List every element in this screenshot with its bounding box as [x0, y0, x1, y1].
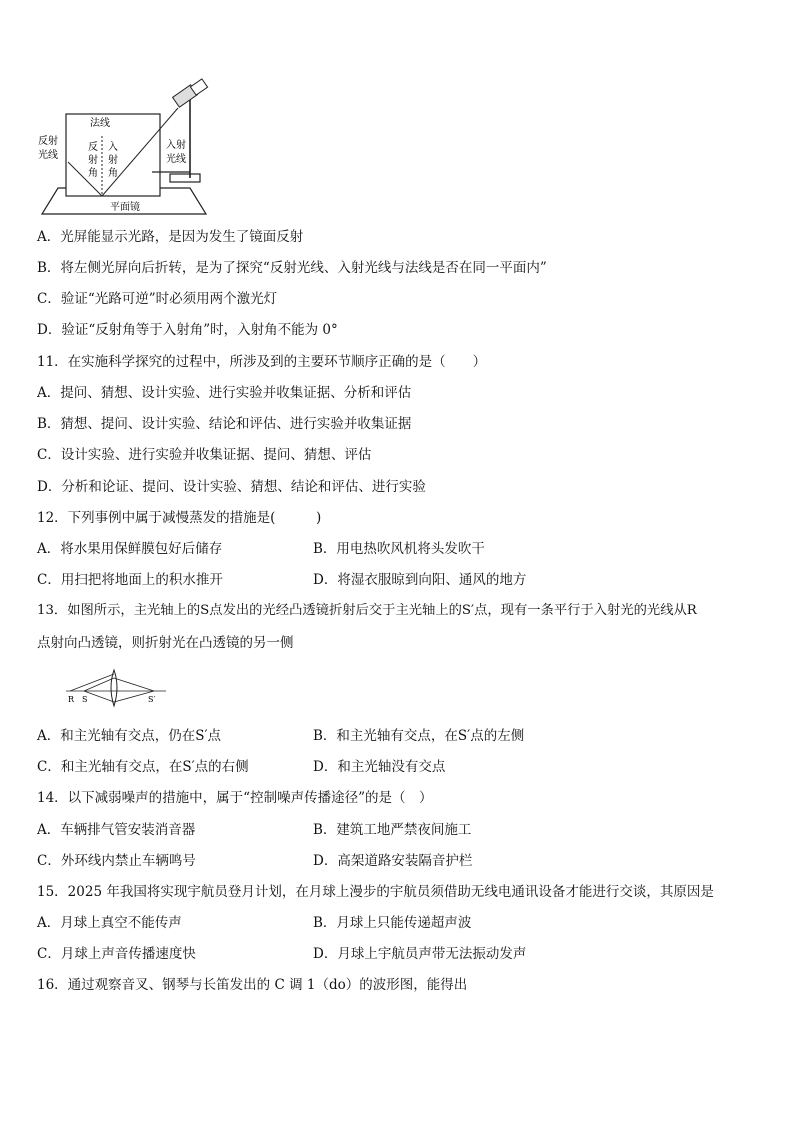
normal-label: 法线	[90, 118, 110, 129]
q11-option-d: D．分析和论证、提问、设计实验、猜想、结论和评估、进行实验	[37, 479, 426, 495]
q16-stem: 16．通过观察音叉、钢琴与长笛发出的 C 调 1（do）的波形图，能得出	[37, 977, 468, 993]
reflection-diagram	[30, 78, 220, 218]
q15-stem: 15．2025 年我国将实现宇航员登月计划，在月球上漫步的宇航员须借助无线电通讯设备才能进行交谈，其原因是	[37, 884, 714, 900]
incidence-angle-label-1: 入	[108, 142, 118, 153]
q15-option-a: A．月球上真空不能传声	[37, 915, 182, 931]
reflection-experiment-figure	[30, 78, 220, 218]
q11-option-b: B．猜想、提问、设计实验、结论和评估、进行实验并收集证据	[37, 416, 412, 432]
q13-option-a: A．和主光轴有交点，仍在S′点	[37, 728, 222, 744]
lens-label-s: S	[82, 695, 88, 704]
q11-option-c: C．设计实验、进行实验并收集证据、提问、猜想、评估	[37, 447, 372, 463]
q10-option-b: B．将左侧光屏向后折转，是为了探究“反射光线、入射光线与法线是否在同一平面内”	[37, 260, 547, 276]
q13-stem-line2: 点射向凸透镜，则折射光在凸透镜的另一侧	[37, 635, 294, 651]
q13-stem-line1: 13．如图所示，主光轴上的S点发出的光经凸透镜折射后交于主光轴上的S′点，现有一条平行于入射光的光线从R	[37, 603, 697, 618]
q12-option-c: C．用扫把将地面上的积水推开	[37, 572, 223, 588]
incidence-angle-label-3: 角	[108, 168, 118, 179]
q15-option-b: B．月球上只能传递超声波	[313, 915, 472, 931]
q11-option-a: A．提问、猜想、设计实验、进行实验并收集证据、分析和评估	[37, 385, 412, 401]
q10-option-c: C．验证“光路可逆”时必须用两个激光灯	[37, 291, 278, 307]
mirror-label: 平面镜	[110, 202, 140, 213]
q14-stem: 14．以下减弱噪声的措施中，属于“控制噪声传播途径”的是（ ）	[37, 790, 433, 806]
q12-option-d: D．将湿衣服晾到向阳、通风的地方	[313, 572, 527, 588]
incident-ray-label-2: 光线	[166, 154, 186, 165]
q11-stem: 11．在实施科学探究的过程中，所涉及到的主要环节顺序正确的是（ ）	[37, 354, 487, 370]
q12-option-a: A．将水果用保鲜膜包好后储存	[37, 541, 223, 557]
q15-option-c: C．月球上声音传播速度快	[37, 946, 196, 962]
reflection-angle-label-2: 射	[88, 155, 98, 166]
q12-stem: 12．下列事例中属于减慢蒸发的措施是( )	[37, 510, 322, 526]
lens-label-s-prime: S′	[148, 695, 156, 704]
incidence-angle-label-2: 射	[108, 155, 118, 166]
reflected-ray-label-1: 反射	[38, 136, 58, 147]
q10-option-d: D．验证“反射角等于入射角”时，入射角不能为 0°	[37, 322, 338, 338]
incident-ray-label-1: 入射	[166, 140, 186, 151]
q14-option-a: A．车辆排气管安装消音器	[37, 822, 196, 838]
lens-diagram	[62, 664, 172, 710]
q14-option-b: B．建筑工地严禁夜间施工	[313, 822, 472, 838]
reflection-angle-label-1: 反	[88, 142, 98, 153]
q12-option-b: B．用电热吹风机将头发吹干	[313, 541, 485, 557]
q13-option-b: B．和主光轴有交点，在S′点的左侧	[313, 728, 525, 744]
q13-option-c: C．和主光轴有交点，在S′点的右侧	[37, 759, 249, 775]
reflected-ray-label-2: 光线	[38, 150, 58, 161]
q15-option-d: D．月球上宇航员声带无法振动发声	[313, 946, 527, 962]
q13-option-d: D．和主光轴没有交点	[313, 759, 446, 775]
q14-option-d: D．高架道路安装隔音护栏	[313, 853, 473, 869]
q14-option-c: C．外环线内禁止车辆鸣号	[37, 853, 196, 869]
q10-option-a: A．光屏能显示光路，是因为发生了镜面反射	[37, 229, 304, 245]
reflection-angle-label-3: 角	[88, 168, 98, 179]
lens-figure	[62, 664, 172, 710]
lens-label-r: R	[68, 695, 75, 704]
